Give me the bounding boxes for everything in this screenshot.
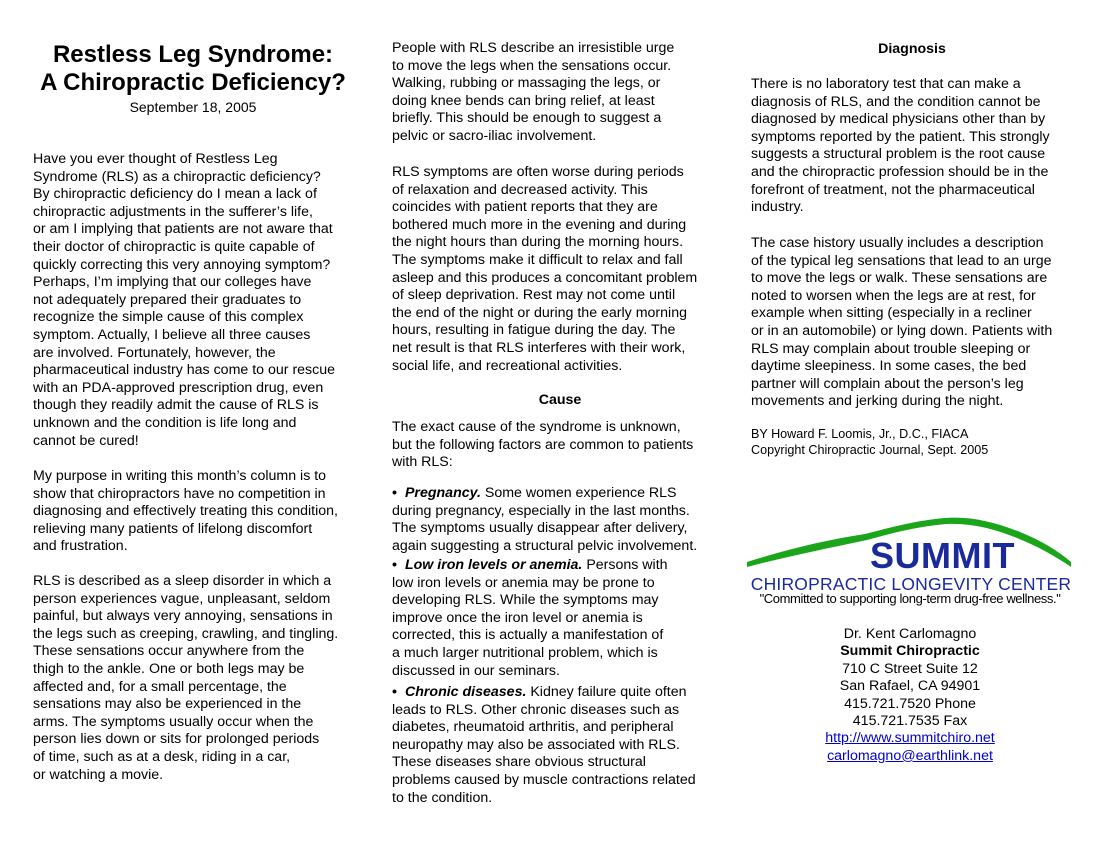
- text-line: These diseases share obvious structural: [392, 754, 646, 771]
- bullet-pregnancy-first-line: [392, 485, 728, 503]
- text-line: corrected, this is actually a manifestation of: [392, 627, 664, 644]
- text-line: net result is that RLS interferes with their work,: [392, 339, 686, 356]
- bullet-iron-first-line: [392, 557, 728, 575]
- text-line: chiropractic adjustments in the sufferer’s life,: [33, 203, 313, 220]
- email-link[interactable]: carlomagno@earthlink.net: [827, 747, 993, 764]
- contact-block: [745, 626, 1075, 765]
- text-line: RLS may complain about trouble sleeping or: [751, 340, 1031, 357]
- text-line: leads to RLS. Other chronic diseases such as: [392, 701, 680, 718]
- text-line: recognize the simple cause of this complex: [33, 309, 304, 326]
- article-date: September 18, 2005: [129, 99, 257, 115]
- text-line: or am I implying that patients are not aware that: [33, 221, 333, 238]
- cause-heading: Cause: [538, 392, 582, 408]
- text-line: with an PDA-approved prescription drug, even: [33, 379, 324, 396]
- text-line: of time, such as at a desk, riding in a car,: [33, 748, 291, 765]
- text-line: with RLS:: [392, 454, 453, 471]
- text-line: and the chiropractic profession should be in the: [751, 163, 1049, 180]
- text-line: diagnosis of RLS, and the condition cannot be: [751, 93, 1041, 110]
- text-line: to move the legs when the sensations occur.: [392, 57, 672, 74]
- text-line: noted to worsen when the legs are at rest, for: [751, 287, 1036, 304]
- bullet-iron-label: Low iron levels or anemia.: [404, 557, 583, 573]
- text-line: symptoms reported by the patient. This strongly: [751, 128, 1050, 145]
- text-line: relieving many patients of lifelong discomfort: [33, 520, 313, 537]
- text-line: discussed in our seminars.: [392, 662, 560, 679]
- bullet-chronic-label: Chronic diseases.: [404, 684, 527, 700]
- text-line: their doctor of chiropractic is quite capable of: [33, 238, 315, 255]
- text-line: doing knee bends can bring relief, at least: [392, 92, 655, 109]
- text-line: People with RLS describe an irresistible urge: [392, 40, 675, 56]
- text-line: The symptoms usually disappear after delivery,: [392, 520, 688, 537]
- text-line: These sensations occur anywhere from the: [33, 643, 305, 660]
- bullet-icon: •: [392, 557, 397, 573]
- text-line: daytime sleepiness. In some cases, the bed: [751, 358, 1027, 375]
- text-line: thigh to the ankle. One or both legs may be: [33, 660, 305, 677]
- bullet-iron: [392, 557, 728, 680]
- text-line: but the following factors are common to patients: [392, 436, 694, 453]
- text-line: quickly correcting this very annoying symptom?: [33, 256, 331, 273]
- text-line: bothered much more in the evening and during: [392, 216, 687, 233]
- text-line: the night hours than during the morning hours.: [392, 234, 684, 251]
- bullet-pregnancy-label: Pregnancy.: [404, 485, 481, 501]
- text-line: not adequately prepared their graduates to: [33, 291, 302, 308]
- bullet-pregnancy-rest: [392, 503, 728, 556]
- text-line: By chiropractic deficiency do I mean a lack of: [33, 186, 317, 203]
- text-line: Syndrome (RLS) as a chiropractic deficiency?: [33, 168, 321, 185]
- fax-number: 415.721.7535 Fax: [852, 713, 968, 730]
- text-line: The case history usually includes a description: [751, 235, 1044, 251]
- text-line: Walking, rubbing or massaging the legs, or: [392, 75, 661, 92]
- col1-paragraph-3: [33, 573, 365, 784]
- col2-paragraph-1: [392, 40, 728, 146]
- text-line: pelvic or sacro-iliac involvement.: [392, 127, 597, 144]
- col2-paragraph-3: [392, 419, 728, 472]
- text-line: movements and jerking during the night.: [751, 393, 1004, 410]
- street-address: 710 C Street Suite 12: [842, 660, 978, 677]
- text-line: or watching a movie.: [33, 766, 164, 783]
- bullet-chronic-first-line: [392, 684, 728, 702]
- author-line: BY Howard F. Loomis, Jr., D.C., FIACA: [751, 427, 969, 441]
- text-line: a much larger nutritional problem, which is: [392, 644, 658, 661]
- text-line: though they readily admit the cause of RLS is: [33, 397, 319, 414]
- article-title: [33, 41, 353, 97]
- text-line: improve once the iron level or anemia is: [392, 609, 643, 626]
- text-line: again suggesting a structural pelvic involvement.: [392, 537, 698, 554]
- text-line: sensations may also be experienced in the: [33, 696, 302, 713]
- text-line: of sleep deprivation. Rest may not come until: [392, 287, 676, 304]
- summit-logo: [745, 510, 1075, 608]
- text-line: symptom. Actually, I believe all three causes: [33, 326, 311, 343]
- text-line: example when sitting (especially in a recliner: [751, 305, 1032, 322]
- text-line: There is no laboratory test that can make a: [751, 76, 1021, 92]
- text-line: painful, but always very annoying, sensations in: [33, 608, 333, 625]
- copyright-line: Copyright Chiropractic Journal, Sept. 2005: [751, 443, 989, 457]
- text-line: industry.: [751, 199, 804, 216]
- city-address: San Rafael, CA 94901: [839, 678, 981, 695]
- title-line-1: Restless Leg Syndrome:: [52, 41, 334, 68]
- text-line: My purpose in writing this month’s column is to: [33, 468, 327, 484]
- text-line: Perhaps, I’m implying that our colleges have: [33, 274, 312, 291]
- bullet-icon: •: [392, 485, 397, 501]
- text-line: problems caused by muscle contractions related: [392, 771, 696, 788]
- bullet-icon: •: [392, 684, 397, 700]
- text-line: partner will complain about the person’s leg: [751, 375, 1024, 392]
- text-line: forefront of treatment, not the pharmaceutical: [751, 181, 1035, 198]
- text-line: of the typical leg sensations that lead to an urge: [751, 252, 1052, 269]
- text-line: The exact cause of the syndrome is unknown,: [392, 419, 681, 435]
- text-line: diabetes, rheumatoid arthritis, and peripheral: [392, 719, 674, 736]
- text-line: or in an automobile) or lying down. Patients with: [751, 322, 1053, 339]
- col1-paragraph-1: [33, 151, 365, 450]
- practice-name: Summit Chiropractic: [840, 643, 980, 660]
- bullet-chronic-rest: [392, 702, 728, 808]
- text-line: person lies down or sits for prolonged periods: [33, 731, 320, 748]
- col1-paragraph-2: [33, 468, 365, 556]
- logo-subtitle: CHIROPRACTIC LONGEVITY CENTER: [750, 574, 1072, 594]
- bullet-chronic-text: Kidney failure quite often: [526, 684, 687, 700]
- text-line: unknown and the condition is life long and: [33, 414, 297, 431]
- website-link[interactable]: http://www.summitchiro.net: [825, 730, 995, 747]
- title-line-2: A Chiropractic Deficiency?: [40, 69, 346, 96]
- text-line: Have you ever thought of Restless Leg: [33, 151, 278, 167]
- text-line: and frustration.: [33, 538, 128, 555]
- col3-paragraph-1: [751, 76, 1081, 217]
- logo-tagline: "Committed to supporting long-term drug-free wellness.": [759, 591, 1061, 606]
- byline: [751, 426, 1081, 458]
- bullet-iron-rest: [392, 575, 728, 681]
- text-line: are involved. Fortunately, however, the: [33, 344, 276, 361]
- text-line: to move the legs or walk. These sensations are: [751, 270, 1048, 287]
- text-line: diagnosed by medical physicians other than by: [751, 111, 1046, 128]
- text-line: during pregnancy, especially in the last months.: [392, 502, 690, 519]
- text-line: diagnosing and effectively treating this condition,: [33, 503, 338, 520]
- text-line: briefly. This should be enough to suggest a: [392, 110, 662, 127]
- text-line: low iron levels or anemia may be prone to: [392, 574, 655, 591]
- text-line: developing RLS. While the symptoms may: [392, 592, 659, 609]
- col3-paragraph-2: [751, 235, 1081, 411]
- doctor-name: Dr. Kent Carlomagno: [843, 626, 977, 642]
- text-line: social life, and recreational activities.: [392, 357, 623, 374]
- text-line: RLS symptoms are often worse during periods: [392, 164, 684, 180]
- text-line: hours, resulting in fatigue during the day. The: [392, 322, 676, 339]
- text-line: the legs such as creeping, crawling, and tingling.: [33, 625, 339, 642]
- text-line: the end of the night or during the early morning: [392, 304, 687, 321]
- text-line: of relaxation and decreased activity. This: [392, 181, 648, 198]
- text-line: cannot be cured!: [33, 432, 139, 449]
- bullet-iron-text: Persons with: [582, 557, 668, 573]
- text-line: person experiences vague, unpleasant, seldom: [33, 590, 331, 607]
- text-line: pharmaceutical industry has come to our rescue: [33, 362, 336, 379]
- text-line: show that chiropractors have no competition in: [33, 485, 326, 502]
- col2-paragraph-2: [392, 164, 728, 375]
- text-line: The symptoms make it difficult to relax and fall: [392, 251, 683, 268]
- logo-wordmark: SUMMIT: [870, 535, 1015, 576]
- diagnosis-heading: Diagnosis: [878, 41, 946, 57]
- bullet-pregnancy: [392, 485, 728, 555]
- text-line: to the condition.: [392, 789, 493, 806]
- bullet-chronic: [392, 684, 728, 807]
- bullet-pregnancy-text: Some women experience RLS: [480, 485, 677, 501]
- text-line: suggests a structural problem is the root cause: [751, 146, 1046, 163]
- text-line: affected and, for a small percentage, the: [33, 678, 287, 695]
- text-line: coincides with patient reports that they are: [392, 199, 658, 216]
- text-line: neuropathy may also be associated with RLS.: [392, 736, 680, 753]
- phone-number: 415.721.7520 Phone: [844, 695, 976, 712]
- text-line: arms. The symptoms usually occur when the: [33, 713, 314, 730]
- text-line: RLS is described as a sleep disorder in which a: [33, 573, 332, 589]
- text-line: asleep and this produces a concomitant problem: [392, 269, 698, 286]
